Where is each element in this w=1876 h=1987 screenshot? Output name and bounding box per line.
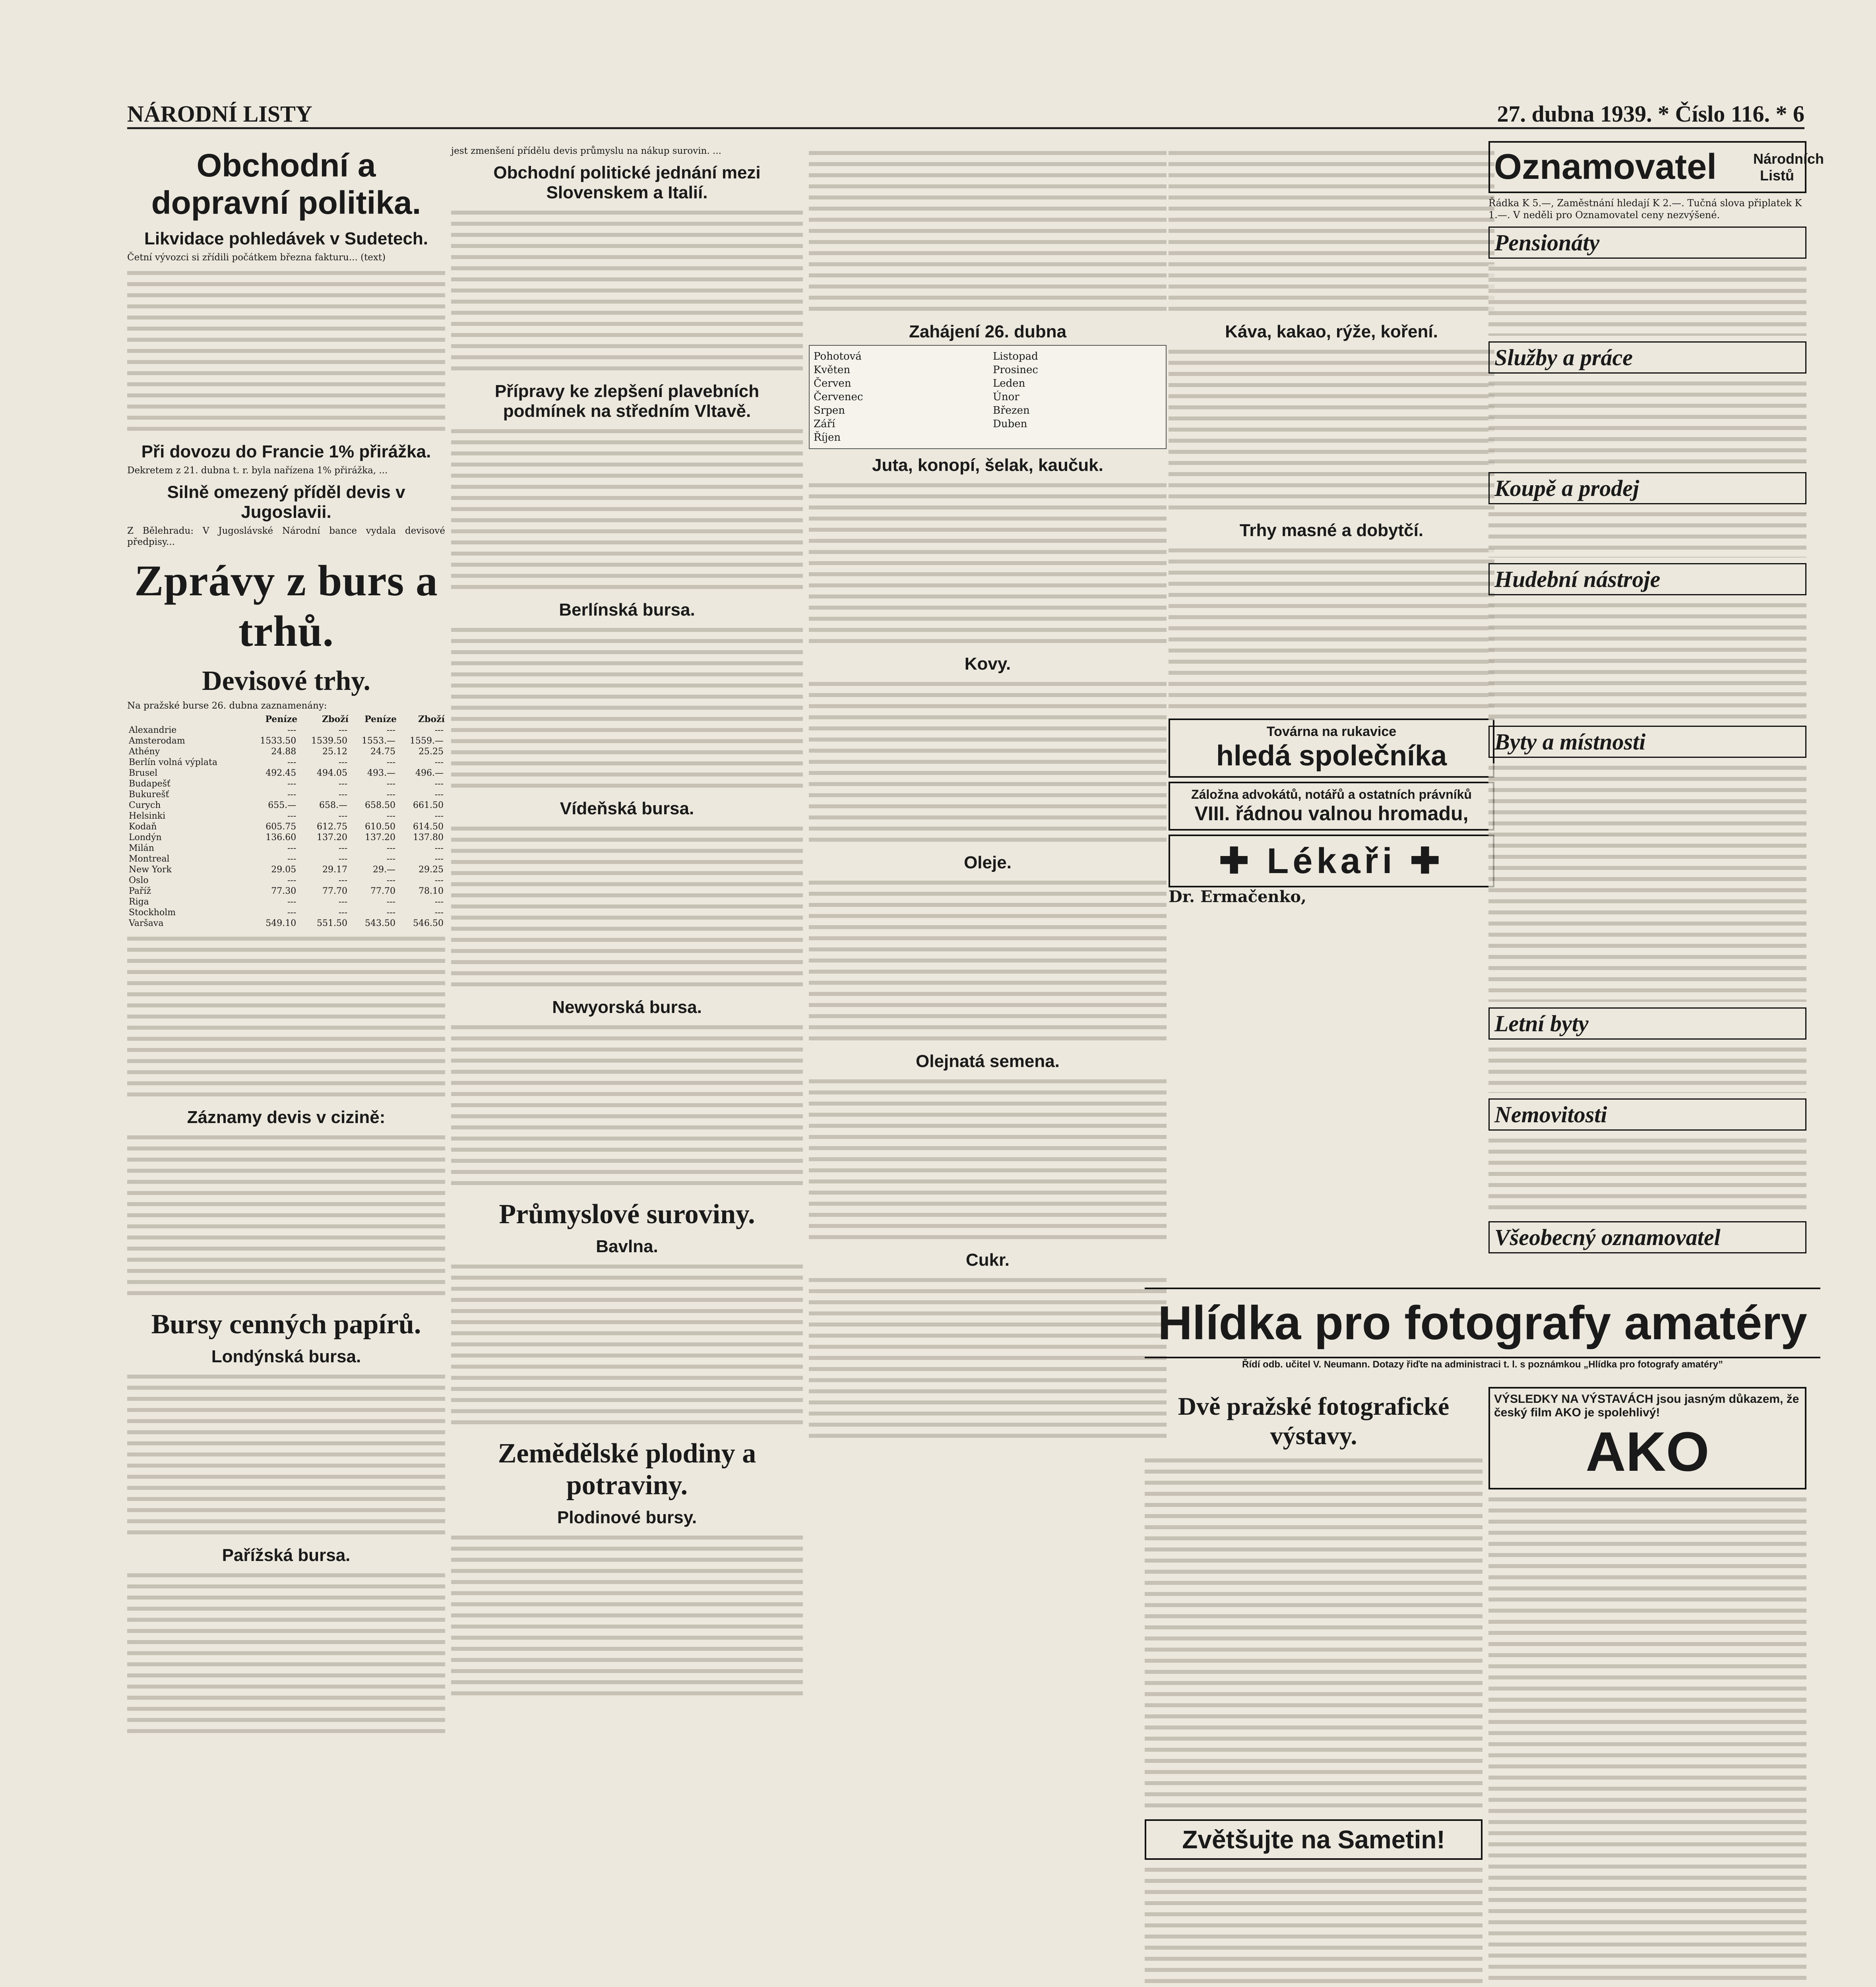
category: Byty a místnosti [1488, 726, 1806, 758]
table-cell: Helsinki [129, 811, 166, 821]
table-cell: 658.50 [365, 800, 395, 810]
devis-heading: Devisové trhy. [202, 666, 370, 696]
table-cell: --- [386, 811, 395, 821]
section-heading: Obchodní a dopravní politika. [151, 147, 421, 221]
sugar-heading: Cukr. [965, 1250, 1010, 1270]
table-cell: --- [386, 843, 395, 853]
text-block [1145, 1865, 1483, 1987]
ako-brand: AKO [1585, 1420, 1709, 1483]
heading: Obchodní politické jednání mezi Slovenskem a Italií. [493, 163, 761, 202]
table-cell: 24.75 [370, 747, 395, 757]
table-cell: --- [434, 790, 444, 800]
table-cell: 661.50 [413, 800, 444, 810]
table-row [127, 832, 445, 843]
text-block [127, 1133, 445, 1300]
oils-heading: Oleje. [964, 853, 1012, 872]
table-cell: 492.45 [266, 768, 297, 778]
photo-article [1145, 1383, 1483, 1987]
category: Hudební nástroje [1488, 563, 1806, 595]
table-cell: 137.20 [365, 833, 395, 842]
glove-factory-ad [1169, 718, 1494, 778]
table-row [127, 843, 445, 854]
table-cell: 77.70 [370, 886, 395, 896]
table-cell: --- [386, 875, 395, 885]
category: Služby a práce [1488, 341, 1806, 374]
oznamovatel-subtitle: Národních Listů [1753, 150, 1824, 184]
table-cell: --- [338, 854, 348, 864]
ny-heading: Newyorská bursa. [552, 997, 702, 1017]
oznamovatel-title: Oznamovatel [1494, 147, 1717, 187]
masthead [127, 91, 1804, 129]
table-cell: 543.50 [365, 918, 395, 928]
month-item: Květen [814, 364, 851, 376]
lekari-box [1169, 835, 1494, 887]
ako-box [1488, 1387, 1806, 1489]
table-cell: --- [287, 725, 297, 735]
table-header [127, 714, 445, 725]
table-cell: Bukurešť [129, 790, 169, 800]
text-block [1488, 763, 1806, 1002]
table-cell: --- [386, 779, 395, 789]
column-4 [1169, 143, 1494, 905]
table-cell: --- [338, 779, 348, 789]
column-3 [809, 143, 1167, 1448]
table-cell: 78.10 [419, 886, 444, 896]
table-row [127, 768, 445, 779]
table-cell: --- [338, 908, 348, 918]
table-row [127, 854, 445, 864]
lead-text: jest zmenšení přídělu devis průmyslu na nákup surovin. ... [451, 146, 721, 156]
meat-heading: Trhy masné a dobytčí. [1239, 521, 1424, 540]
vienna-heading: Vídeňská bursa. [560, 799, 694, 818]
table-row [127, 789, 445, 800]
table-cell: --- [386, 908, 395, 918]
table-cell: 77.70 [322, 886, 348, 896]
text-block [451, 626, 803, 792]
text-block [451, 1023, 803, 1190]
text-block [1488, 1045, 1806, 1093]
london-heading: Londýnská bursa. [211, 1347, 361, 1366]
table-cell: Curych [129, 800, 161, 810]
table-cell: --- [434, 854, 444, 864]
category: Koupě a prodej [1488, 472, 1806, 504]
article-title: Při dovozu do Francie 1% přirážka. [141, 442, 431, 461]
table-cell: 1559.— [410, 736, 444, 746]
table-cell: --- [434, 908, 444, 918]
berlin-heading: Berlínská bursa. [559, 600, 695, 620]
photo-banner: Hlídka pro fotografy amatéry [1145, 1288, 1820, 1358]
table-cell: --- [386, 897, 395, 907]
article-title: Likvidace pohledávek v Sudetech. [144, 229, 428, 248]
table-cell: 605.75 [266, 822, 297, 832]
table-cell: --- [338, 897, 348, 907]
table-cell: Paříž [129, 886, 151, 896]
table-row [127, 907, 445, 918]
table-cell: --- [434, 725, 444, 735]
month-item: Pohotová [814, 351, 862, 362]
table-cell: Stockholm [129, 908, 176, 918]
table-cell: --- [434, 843, 444, 853]
coffee-heading: Káva, kakao, rýže, koření. [1225, 322, 1438, 341]
table-row [127, 811, 445, 821]
grain-heading: Plodinové bursy. [557, 1508, 697, 1527]
table-cell: --- [287, 811, 297, 821]
agri-heading: Zemědělské plodiny a potraviny. [498, 1438, 756, 1501]
text-block [809, 878, 1167, 1045]
table-cell: --- [434, 897, 444, 907]
issue-date: 27. dubna 1939. * Číslo 116. * 6 [1497, 101, 1804, 127]
text-block [1169, 347, 1494, 514]
table-cell: --- [338, 875, 348, 885]
text-block [1145, 1456, 1483, 1814]
cross-icon: ✚ [1219, 841, 1253, 881]
table-cell: 655.— [268, 800, 297, 810]
article-text: Četní vývozci si zřídili počátkem března fakturu... (text) [127, 252, 386, 263]
text-block [127, 1571, 445, 1738]
table-cell: Budapešť [129, 779, 171, 789]
text-block [451, 1262, 803, 1429]
table-cell: 493.— [367, 768, 395, 778]
table-cell: 77.30 [271, 886, 297, 896]
photo-banner-sub: Řídí odb. učitel V. Neumann. Dotazy řiďte na administraci t. l. s poznámkou „Hlídka pro fotografy amatéry” [1242, 1359, 1723, 1370]
table-row [127, 746, 445, 757]
table-cell: 25.12 [322, 747, 348, 757]
ad-title: VIII. řádnou valnou hromadu, [1194, 802, 1469, 825]
table-cell: --- [338, 811, 348, 821]
cross-icon: ✚ [1410, 841, 1444, 881]
photo-article-heading: Dvě pražské fotografické výstavy. [1178, 1392, 1450, 1450]
table-cell: --- [287, 757, 297, 767]
table-header-cell: Zboží [418, 714, 445, 724]
column-1 [127, 143, 445, 1743]
table-row [127, 875, 445, 886]
sametin-heading: Zvětšujte na Sametin! [1145, 1819, 1483, 1860]
table-cell: --- [386, 725, 395, 735]
article-title: Silně omezený příděl devis v Jugoslavii. [167, 482, 405, 522]
table-cell: 25.25 [419, 747, 444, 757]
bursy-heading: Bursy cenných papírů. [151, 1309, 421, 1340]
ako-line: VÝSLEDKY NA VÝSTAVÁCH jsou jasným důkazem, že český film AKO je spolehlivý! [1494, 1392, 1799, 1419]
table-cell: 1553.— [362, 736, 395, 746]
table-row [127, 757, 445, 768]
price-line: Řádka K 5.—, Zaměstnání hledají K 2.—. Tučná slova připlatek K 1.—. V neděli pro Oznamovatel ceny nezvýšené. [1488, 198, 1802, 221]
table-cell: Varšava [129, 918, 164, 928]
article-text: Dekretem z 21. dubna t. r. byla nařízena 1% přirážka, ... [127, 465, 388, 476]
table-cell: Berlín volná výplata [129, 757, 217, 767]
text-block [1488, 1495, 1806, 1987]
text-block [451, 427, 803, 594]
month-item: Březen [993, 405, 1030, 416]
text-block [809, 1077, 1167, 1244]
text-block [1169, 546, 1494, 713]
table-cell: --- [434, 757, 444, 767]
category: Všeobecný oznamovatel [1488, 1221, 1806, 1253]
table-row [127, 736, 445, 746]
table-cell: --- [386, 854, 395, 864]
table-cell: --- [287, 843, 297, 853]
table-cell: --- [338, 790, 348, 800]
table-cell: 137.80 [413, 833, 444, 842]
table-header-cell [127, 714, 247, 725]
table-cell: --- [287, 779, 297, 789]
doctor-name: Dr. Ermačenko, [1169, 887, 1306, 906]
table-row [127, 779, 445, 789]
ako-ad [1488, 1383, 1806, 1987]
table-cell: --- [287, 908, 297, 918]
lawyers-ad [1169, 782, 1494, 831]
month-item: Duben [993, 418, 1027, 430]
table-cell: --- [338, 757, 348, 767]
table-cell: --- [434, 779, 444, 789]
ad-line: Záložna advokátů, notářů a ostatních právníků [1191, 787, 1472, 802]
text-block [451, 208, 803, 375]
table-cell: 610.50 [365, 822, 395, 832]
table-row [127, 800, 445, 811]
table-cell: --- [386, 790, 395, 800]
table-title: Zahájení 26. dubna [909, 322, 1067, 341]
text-block [809, 680, 1167, 846]
table-cell: 29.05 [271, 865, 297, 875]
table-row [127, 886, 445, 897]
text-block [127, 1372, 445, 1539]
text-block [127, 269, 445, 436]
table-cell: 614.50 [413, 822, 444, 832]
table-cell: 549.10 [266, 918, 297, 928]
text-block [451, 1533, 803, 1700]
table-cell: 136.60 [266, 833, 297, 842]
jute-heading: Juta, konopí, šelak, kaučuk. [872, 455, 1103, 475]
month-item: Únor [993, 391, 1019, 403]
table-cell: --- [338, 843, 348, 853]
table-cell: Alexandrie [129, 725, 177, 735]
column-2 [451, 143, 803, 1706]
table-cell: --- [287, 897, 297, 907]
heading: Přípravy ke zlepšení plavebních podmínek na středním Vltavě. [494, 382, 760, 421]
month-item: Listopad [993, 351, 1038, 362]
text-block [1488, 379, 1806, 467]
month-item: Červenec [814, 391, 863, 403]
devis-subtitle: Na pražské burse 26. dubna zaznamenány: [127, 701, 327, 711]
months-table [809, 345, 1167, 449]
table-cell: --- [434, 875, 444, 885]
table-cell: 496.— [415, 768, 444, 778]
paris-heading: Pařížská bursa. [222, 1545, 351, 1565]
table-row [127, 864, 445, 875]
text-block [809, 1276, 1167, 1443]
table-cell: 137.20 [317, 833, 348, 842]
table-cell: --- [287, 854, 297, 864]
table-cell: Oslo [129, 875, 149, 885]
text-block [809, 149, 1167, 316]
month-item: Prosinec [993, 364, 1038, 376]
table-cell: 24.88 [271, 747, 297, 757]
table-cell: 29.— [373, 865, 395, 875]
table-cell: Milán [129, 843, 154, 853]
table-header-cell: Peníze [265, 714, 298, 724]
text-block [1169, 149, 1494, 316]
table-cell: --- [287, 790, 297, 800]
table-header-cell: Peníze [364, 714, 397, 724]
table-cell: 29.17 [322, 865, 348, 875]
text-block [1488, 601, 1806, 720]
records-heading: Záznamy devis v cizině: [187, 1108, 386, 1127]
table-cell: --- [386, 757, 395, 767]
table-row [127, 918, 445, 929]
text-block [1488, 1136, 1806, 1216]
metals-heading: Kovy. [964, 654, 1011, 674]
ad-line: Továrna na rukavice [1266, 724, 1397, 739]
category: Letní byty [1488, 1007, 1806, 1040]
month-item: Červen [814, 378, 851, 389]
classifieds [1488, 137, 1824, 1257]
table-cell: --- [287, 875, 297, 885]
oznamovatel-header [1488, 141, 1824, 193]
text-block [451, 824, 803, 991]
table-cell: Riga [129, 897, 149, 907]
table-cell: Montreal [129, 854, 170, 864]
table-cell: Kodaň [129, 822, 157, 832]
big-heading: Zprávy z burs a trhů. [134, 556, 438, 655]
month-item: Leden [993, 378, 1025, 389]
table-cell: 494.05 [317, 768, 348, 778]
table-cell: 1533.50 [260, 736, 297, 746]
table-header-cell: Zboží [322, 714, 349, 724]
paper-name: NÁRODNÍ LISTY [127, 101, 312, 127]
table-cell: 658.— [319, 800, 348, 810]
article-text: Z Bělehradu: V Jugoslávské Národní bance vydala devisové předpisy... [127, 526, 445, 547]
month-item: Srpen [814, 405, 845, 416]
lekari-label: Lékaři [1267, 841, 1396, 881]
table-row [127, 821, 445, 832]
table-cell: --- [434, 811, 444, 821]
industry-heading: Průmyslové suroviny. [499, 1199, 755, 1230]
oilseed-heading: Olejnatá semena. [916, 1052, 1060, 1071]
category: Nemovitosti [1488, 1098, 1806, 1131]
cotton-heading: Bavlna. [596, 1237, 658, 1256]
month-item: Září [814, 418, 835, 430]
table-cell: --- [338, 725, 348, 735]
text-block [1488, 510, 1806, 558]
table-cell: Amsterodam [129, 736, 185, 746]
devis-table [127, 714, 445, 929]
table-cell: 612.75 [317, 822, 348, 832]
category: Pensionáty [1488, 227, 1806, 259]
text-block [809, 481, 1167, 648]
table-row [127, 725, 445, 736]
month-item: Říjen [814, 432, 841, 443]
table-cell: 551.50 [317, 918, 348, 928]
table-cell: 29.25 [419, 865, 444, 875]
table-cell: Athény [129, 747, 160, 757]
table-cell: Londýn [129, 833, 162, 842]
table-row [127, 897, 445, 907]
text-block [127, 934, 445, 1101]
table-cell: Brusel [129, 768, 158, 778]
table-cell: 546.50 [413, 918, 444, 928]
table-cell: New York [129, 865, 172, 875]
table-cell: 1539.50 [311, 736, 348, 746]
ad-title: hledá společníka [1216, 740, 1447, 772]
month-list [814, 350, 1162, 444]
text-block [1488, 264, 1806, 336]
